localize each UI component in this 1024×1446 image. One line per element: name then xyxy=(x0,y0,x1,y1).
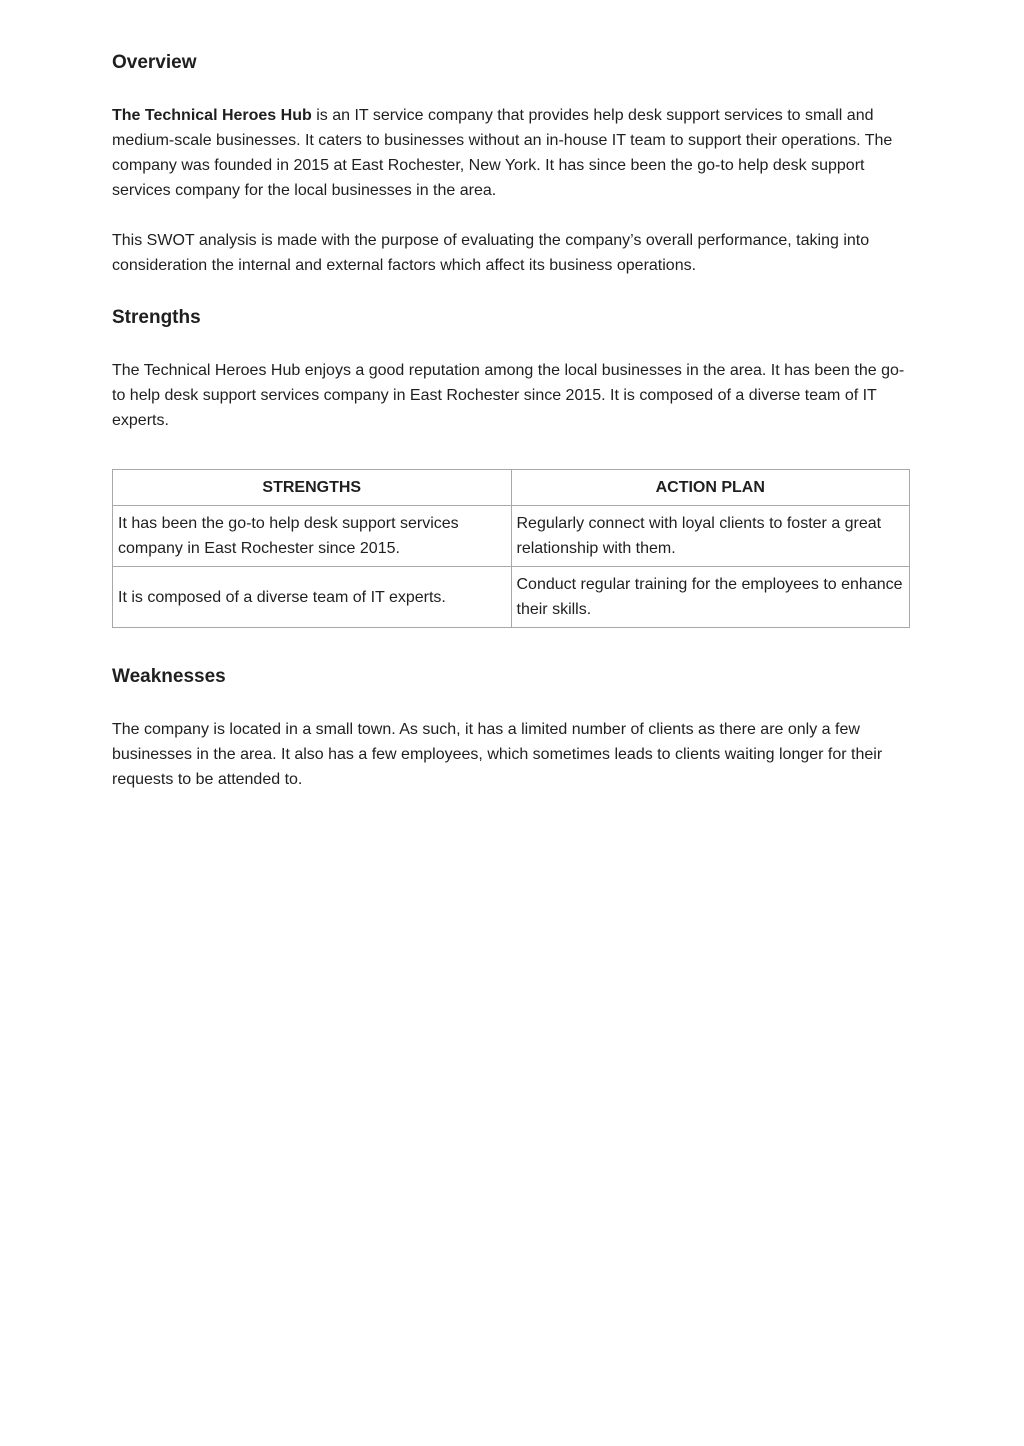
overview-paragraph-1-text: is an IT service company that provides help desk support services to small and medium-scale businesses. It caters to businesses without an in-house IT team to support their operations. The company was founded in 2015 at East Rochester, New York. It has since been the go-to help desk support services company for the local businesses in the area. xyxy=(112,107,893,199)
document-content xyxy=(112,50,912,792)
table-cell-action: Regularly connect with loyal clients to foster a great relationship with them. xyxy=(511,506,910,567)
strengths-heading: Strengths xyxy=(112,307,201,328)
table-cell-action: Conduct regular training for the employees to enhance their skills. xyxy=(511,567,910,628)
table-cell-strength: It has been the go-to help desk support services company in East Rochester since 2015. xyxy=(113,506,512,567)
table-cell-strength: It is composed of a diverse team of IT experts. xyxy=(113,567,512,628)
overview-heading: Overview xyxy=(112,52,197,73)
table-header-row xyxy=(113,470,910,506)
table-row xyxy=(113,567,910,628)
table-header-strengths: STRENGTHS xyxy=(113,470,512,506)
company-name: The Technical Heroes Hub xyxy=(112,107,312,124)
strengths-paragraph: The Technical Heroes Hub enjoys a good reputation among the local businesses in the area. It has been the go-to help desk support services company in East Rochester since 2015. It is composed of a diverse team of IT experts. xyxy=(112,362,905,429)
table-row xyxy=(113,506,910,567)
strengths-action-plan-table xyxy=(112,469,910,628)
table-header-action-plan: ACTION PLAN xyxy=(511,470,910,506)
weaknesses-paragraph: The company is located in a small town. As such, it has a limited number of clients as there are only a few businesses in the area. It also has a few employees, which sometimes leads to clients waiting longer for their requests to be attended to. xyxy=(112,721,883,788)
overview-paragraph-1 xyxy=(112,103,912,203)
weaknesses-heading: Weaknesses xyxy=(112,666,226,687)
overview-paragraph-2: This SWOT analysis is made with the purpose of evaluating the company’s overall performance, taking into consideration the internal and external factors which affect its business operations. xyxy=(112,232,870,274)
